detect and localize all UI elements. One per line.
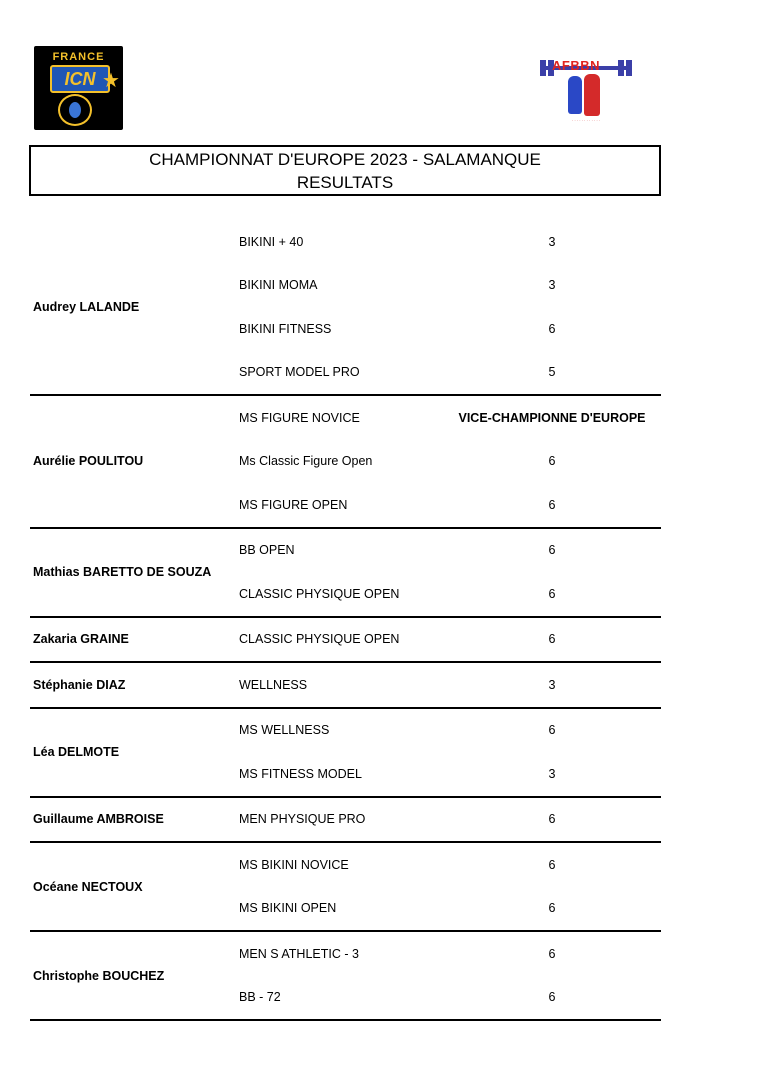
result-row: [30, 483, 661, 527]
result-highlight: VICE-CHAMPIONNE D'EUROPE: [458, 410, 646, 425]
result-cell: 6: [548, 454, 556, 469]
category-cell: BB OPEN: [239, 543, 295, 558]
icn-france-logo: [34, 46, 123, 130]
category-cell: MS FITNESS MODEL: [239, 766, 362, 781]
athlete-name: Océane NECTOUX: [33, 879, 143, 894]
category-cell: Ms Classic Figure Open: [239, 454, 373, 469]
result-row: [30, 572, 661, 616]
athlete-group: [30, 932, 661, 1021]
result-cell: 6: [548, 586, 556, 601]
result-cell: 6: [548, 543, 556, 558]
athlete-name: Zakaria GRAINE: [33, 632, 129, 647]
athlete-name: Léa DELMOTE: [33, 745, 120, 759]
result-row: [30, 932, 661, 976]
category-cell: MS BIKINI OPEN: [239, 901, 337, 916]
category-cell: CLASSIC PHYSIQUE OPEN: [239, 586, 400, 601]
result-row: [30, 709, 661, 753]
result-cell: 3: [548, 278, 556, 293]
emblem-icon: [58, 94, 92, 126]
result-cell: 6: [548, 632, 556, 647]
category-cell: MS BIKINI NOVICE: [239, 857, 349, 872]
category-cell: CLASSIC PHYSIQUE OPEN: [239, 632, 400, 647]
category-cell: BIKINI MOMA: [239, 278, 318, 293]
category-cell: MS FIGURE NOVICE: [239, 410, 360, 425]
result-row: [30, 264, 661, 308]
page-title-box: [29, 145, 661, 196]
result-cell: 6: [548, 990, 556, 1005]
result-cell: 3: [548, 766, 556, 781]
result-row: [30, 976, 661, 1020]
category-cell: MEN S ATHLETIC - 3: [239, 946, 359, 961]
result-cell: 6: [548, 901, 556, 916]
athlete-name: Aurélie POULITOU: [33, 454, 144, 469]
logo-tagline-mark: · · · · · · · · · · · ·: [571, 118, 601, 123]
athlete-group: [30, 618, 661, 664]
result-cell: 6: [548, 857, 556, 872]
result-row: [30, 307, 661, 351]
logo-afbbn-text: AFBBN: [552, 58, 600, 73]
category-cell: BB - 72: [239, 990, 281, 1005]
athlete-group: [30, 798, 661, 844]
category-cell: WELLNESS: [239, 677, 308, 692]
result-cell: 3: [548, 677, 556, 692]
category-cell: MEN PHYSIQUE PRO: [239, 812, 366, 827]
star-icon: ★: [102, 70, 120, 92]
category-cell: MS WELLNESS: [239, 723, 330, 738]
result-row: [30, 752, 661, 796]
logo-france-text: FRANCE: [52, 51, 105, 63]
page-subtitle: RESULTATS: [296, 173, 394, 192]
category-cell: SPORT MODEL PRO: [239, 365, 360, 380]
athlete-group: [30, 843, 661, 932]
results-table: [30, 220, 661, 1021]
result-row: [30, 351, 661, 395]
result-cell: 6: [548, 723, 556, 738]
result-row: [30, 843, 661, 887]
category-cell: BIKINI FITNESS: [239, 321, 332, 336]
page-title: CHAMPIONNAT D'EUROPE 2023 - SALAMANQUE: [149, 150, 541, 169]
athlete-group: [30, 663, 661, 709]
result-row: [30, 396, 661, 440]
bodybuilder-icon: [584, 74, 600, 116]
logo-icn-text: ICN: [50, 65, 110, 93]
category-cell: BIKINI + 40: [239, 234, 304, 249]
athlete-group: [30, 220, 661, 396]
result-row: [30, 887, 661, 931]
athlete-group: [30, 396, 661, 529]
result-row: [30, 220, 661, 264]
athlete-name: Guillaume AMBROISE: [33, 812, 164, 827]
athlete-name: Christophe BOUCHEZ: [33, 968, 165, 983]
result-row: [30, 663, 661, 707]
result-cell: 6: [548, 321, 556, 336]
athlete-name: Audrey LALANDE: [33, 300, 140, 314]
afbbn-logo: [538, 56, 634, 126]
result-cell: 6: [548, 946, 556, 961]
result-row: [30, 798, 661, 842]
athlete-name: Mathias BARETTO DE SOUZA: [33, 565, 212, 579]
athlete-name: Stéphanie DIAZ: [33, 677, 126, 692]
result-cell: 6: [548, 812, 556, 827]
result-row: [30, 440, 661, 484]
athlete-group: [30, 709, 661, 798]
category-cell: MS FIGURE OPEN: [239, 497, 348, 512]
result-cell: 3: [548, 234, 556, 249]
bodybuilder-icon: [568, 76, 582, 114]
result-row: [30, 529, 661, 573]
result-cell: 6: [548, 497, 556, 512]
result-row: [30, 618, 661, 662]
athlete-group: [30, 529, 661, 618]
result-cell: 5: [548, 365, 556, 380]
